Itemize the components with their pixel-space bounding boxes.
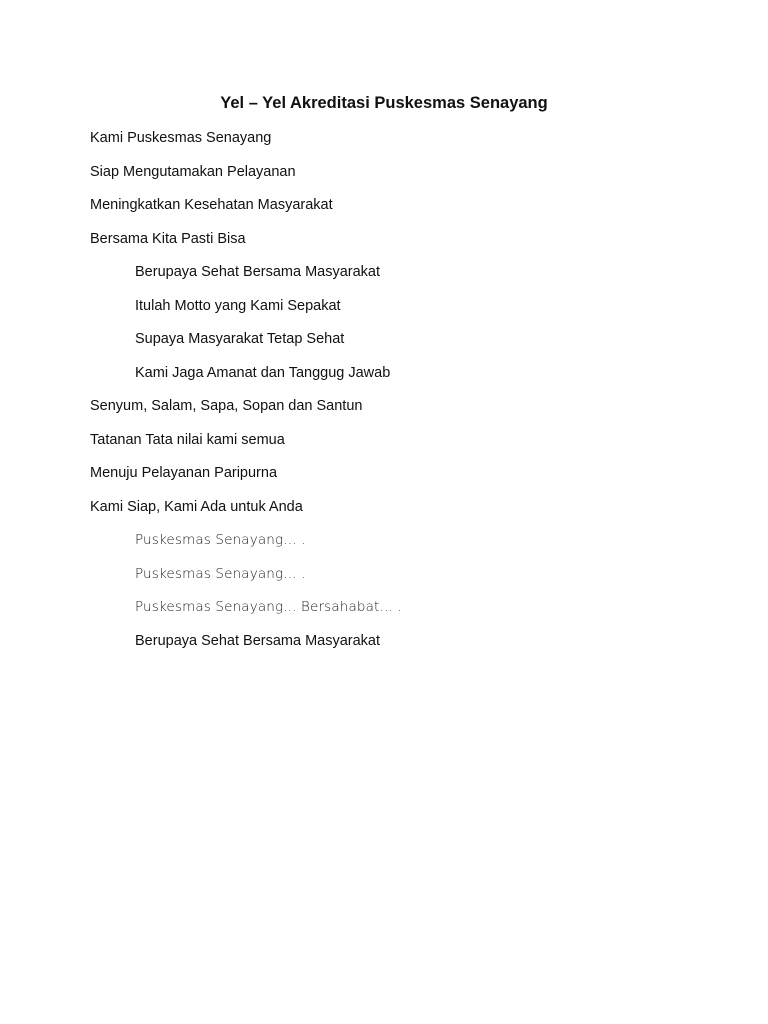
lyric-line: Supaya Masyarakat Tetap Sehat: [135, 331, 345, 347]
lyric-line: Bersama Kita Pasti Bisa: [90, 230, 246, 247]
lyric-line: Kami Jaga Amanat dan Tanggug Jawab: [135, 364, 391, 381]
lyric-line: Kami Puskesmas Senayang: [90, 130, 272, 146]
lyric-line: Puskesmas Senayang… .: [135, 532, 306, 548]
lyric-line: Siap Mengutamakan Pelayanan: [90, 163, 296, 180]
lyric-line: Berupaya Sehat Bersama Masyarakat: [135, 264, 381, 280]
lyric-line: Kami Siap, Kami Ada untuk Anda: [90, 498, 303, 515]
lyric-line: Tatanan Tata nilai kami semua: [90, 431, 285, 448]
lyric-line: Meningkatkan Kesehatan Masyarakat: [90, 197, 333, 213]
document-title: Yel – Yel Akreditasi Puskesmas Senayang: [220, 94, 548, 112]
lyrics-list: [0, 128, 768, 664]
lyric-line: Berupaya Sehat Bersama Masyarakat: [135, 632, 381, 649]
lyric-line: Puskesmas Senayang... Bersahabat… .: [135, 599, 403, 615]
lyric-line: Puskesmas Senayang… .: [135, 565, 306, 582]
lyric-line: Itulah Motto yang Kami Sepakat: [135, 297, 341, 314]
lyric-line: Menuju Pelayanan Paripurna: [90, 465, 278, 481]
lyric-line: Senyum, Salam, Sapa, Sopan dan Santun: [90, 398, 363, 414]
